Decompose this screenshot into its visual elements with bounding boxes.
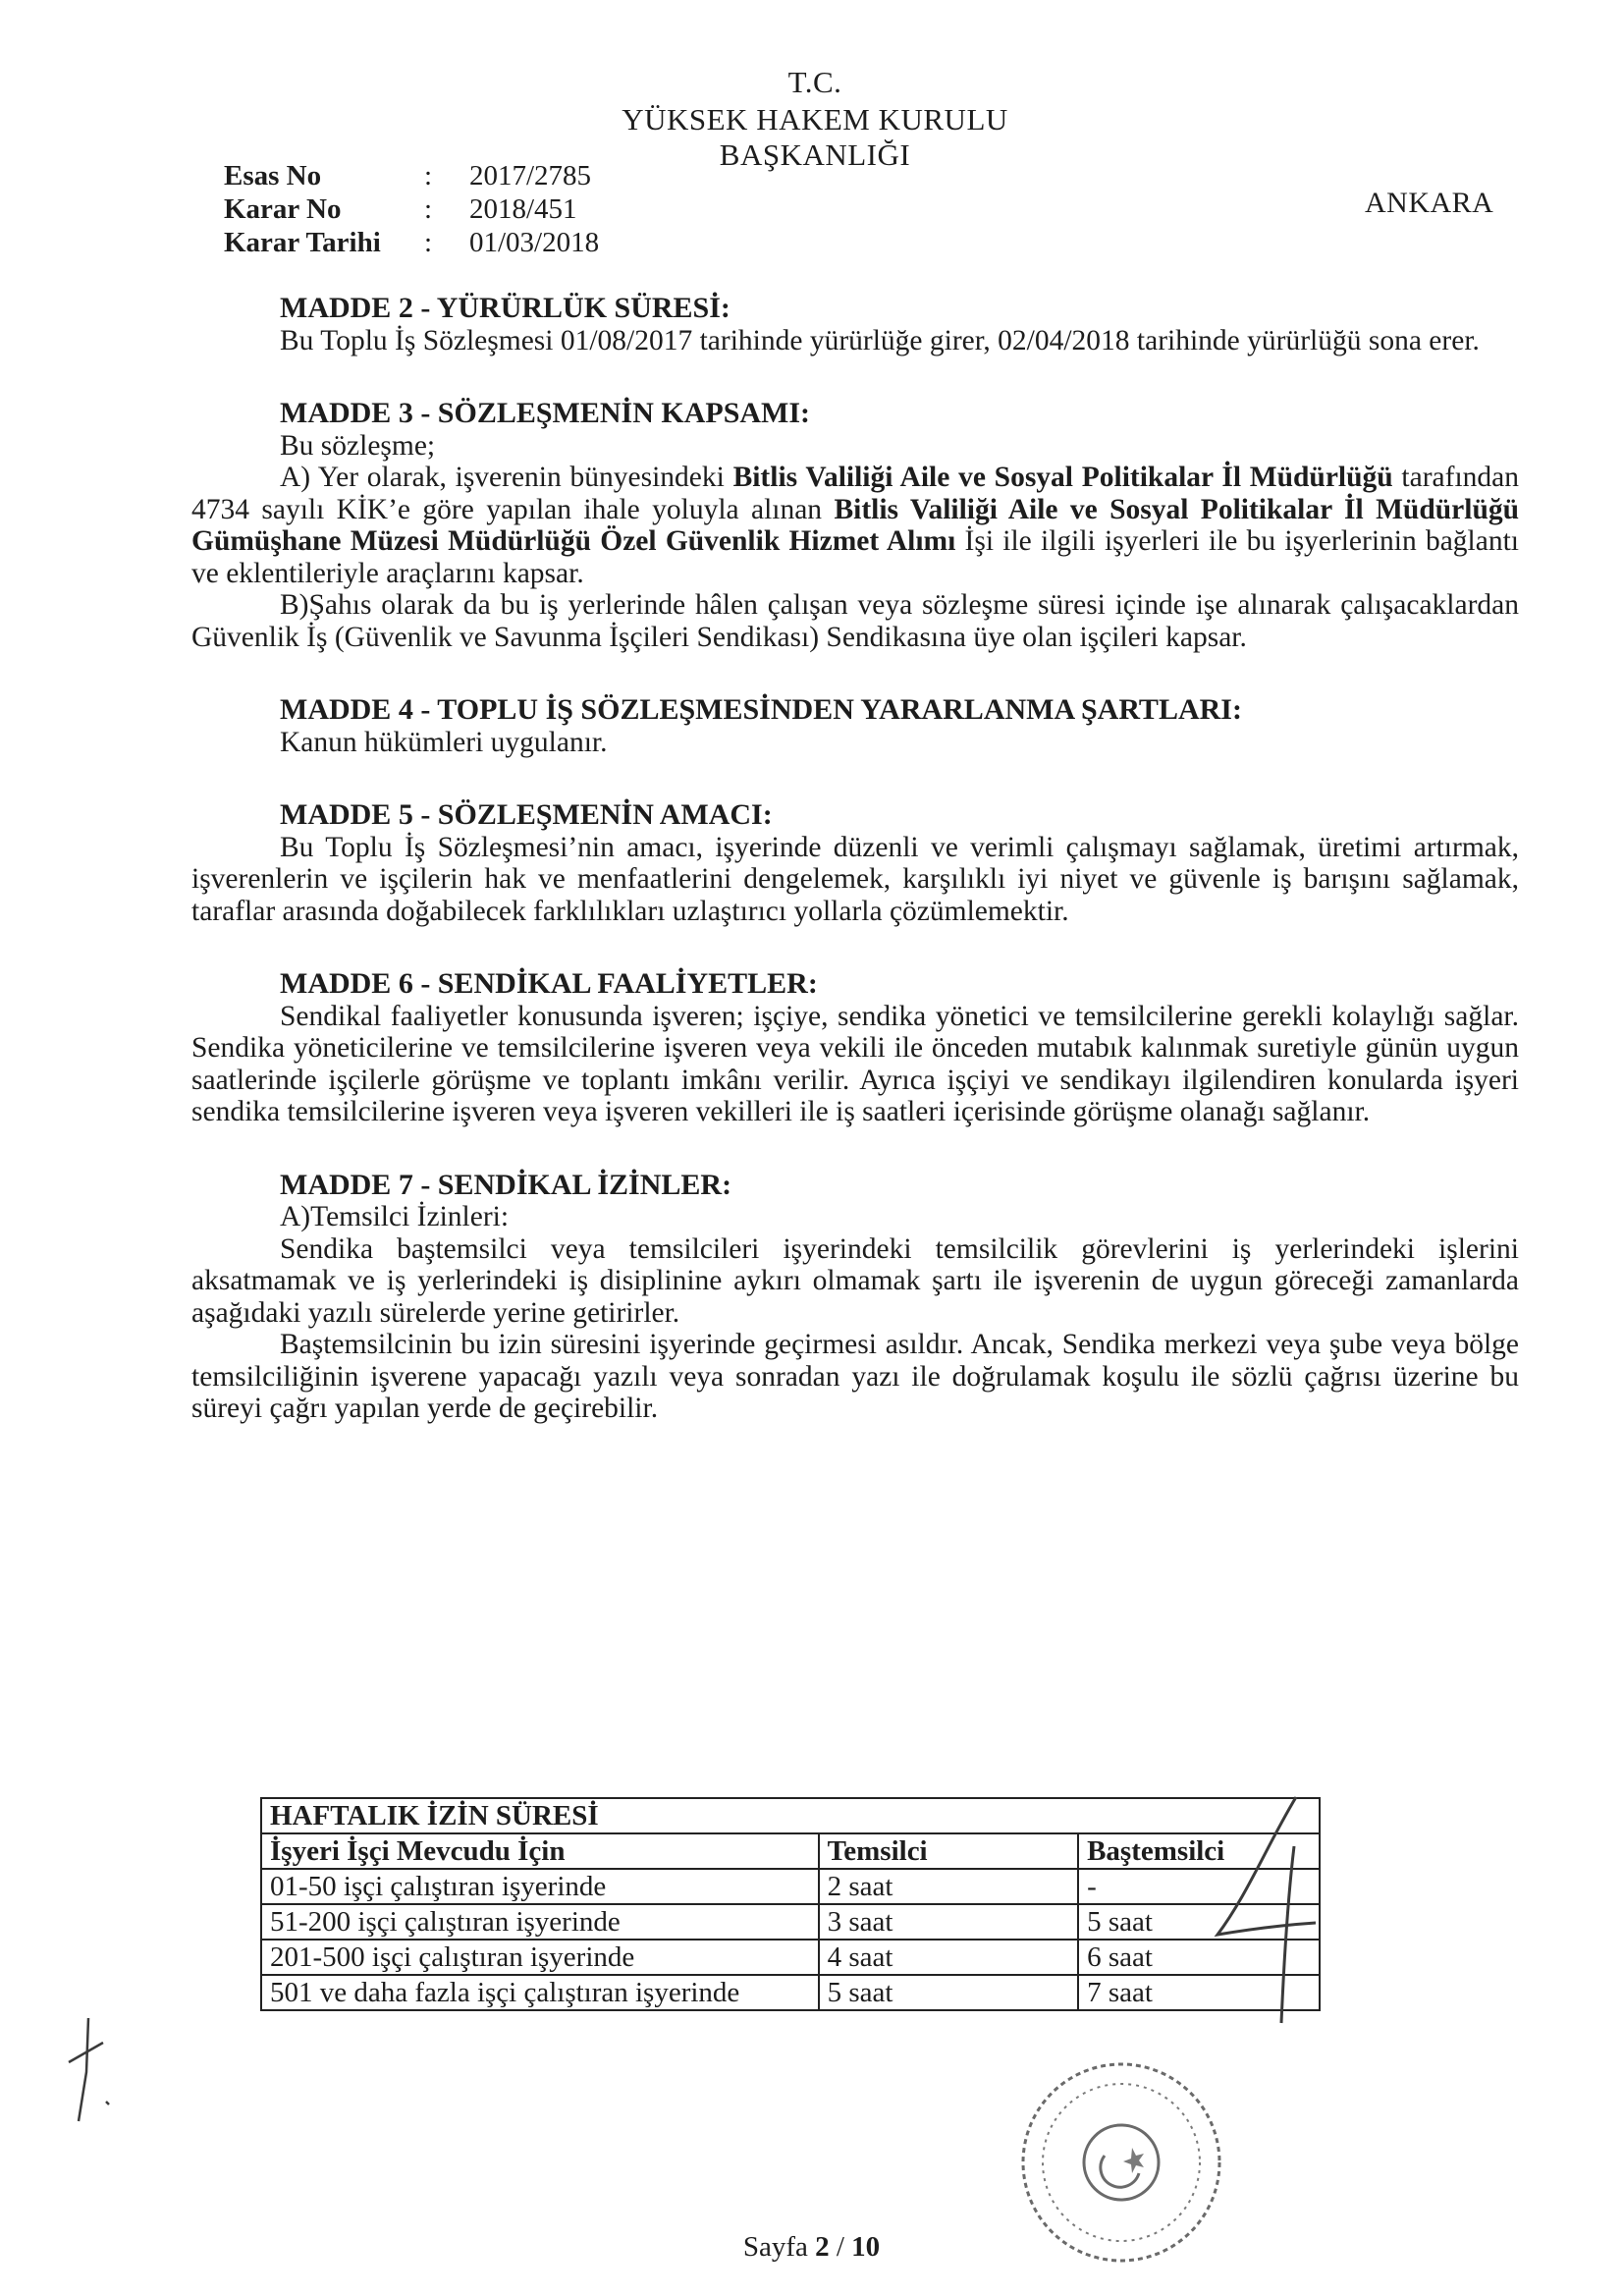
signature-mark <box>1178 1787 1335 2033</box>
document-body <box>191 293 1519 1466</box>
clause-text: İşi ile ilgili işyerleri ile bu işyerlerinin bağlantı ve eklentileriyle araçlarını kapsar. <box>191 525 1519 589</box>
article-text: Bu Toplu İş Sözleşmesi 01/08/2017 tarihinde yürürlüğe girer, 02/04/2018 tarihinde yürürlüğü sona erer. <box>280 324 1480 356</box>
column-header: İşyeri İşçi Mevcudu İçin <box>261 1833 819 1869</box>
table-cell: - <box>1078 1869 1320 1904</box>
header-presidency: BAŞKANLIĞI <box>719 137 911 172</box>
table-title: HAFTALIK İZİN SÜRESİ <box>261 1798 1320 1833</box>
clause-bold-text: Bitlis Valiliği Aile ve Sosyal Politikalar İl Müdürlüğü <box>732 462 1393 493</box>
table-header-row <box>261 1833 1320 1869</box>
clause-text: A) Yer olarak, işverenin bünyesindeki <box>280 462 733 493</box>
meta-value: 2017/2785 <box>469 160 592 191</box>
article-subheading: A)Temsilci İzinleri: <box>280 1201 510 1232</box>
table-cell: 501 ve daha fazla işçi çalıştıran işyerinde <box>261 1975 819 2010</box>
table-cell: 6 saat <box>1078 1940 1320 1975</box>
article-text: Sendikal faaliyetler konusunda işveren; işçiye, sendika yönetici ve temsilcilerine gerekli kolaylığı sağlar. Sendika yöneticilerine ve temsilcilerine işveren veya vekili ile önceden mutabık kalınmak suretiyle günün uygun saatlerinde işçilerle görüşme ve toplantı imkânı verilir. Ayrıca işçiyi ve sendikayı ilgilendiren konularda işyeri sendika temsilcilerine işveren veya işveren vekilleri ile iş saatleri içerisinde görüşme olanağı sağlanır. <box>191 1000 1519 1127</box>
article-clause-b: B)Şahıs olarak da bu iş yerlerinde hâlen çalışan veya sözleşme süresi içinde işe alınarak çalışacaklardan Güvenlik İş (Güvenlik ve Savunma İşçileri Sendikası) Sendikasına üye olan işçileri kapsar. <box>191 589 1519 653</box>
table-row <box>261 1975 1320 2010</box>
table-row <box>261 1904 1320 1940</box>
table-cell: 7 saat <box>1078 1975 1320 2010</box>
table-cell: 01-50 işçi çalıştıran işyerinde <box>261 1869 819 1904</box>
column-header: Temsilci <box>819 1833 1079 1869</box>
article-4 <box>191 694 1519 758</box>
header-city: ANKARA <box>1365 187 1494 219</box>
article-text: Kanun hükümleri uygulanır. <box>280 726 608 758</box>
meta-row-esas <box>224 159 599 192</box>
column-header: Baştemsilci <box>1078 1833 1320 1869</box>
meta-row-karar <box>224 192 599 226</box>
article-text: Baştemsilcinin bu izin süresini işyerinde geçirmesi asıldır. Ancak, Sendika merkezi veya şube veya bölge temsilciliğinin işverene yapacağı yazılı veya sonradan yazı ile doğrulamak koşulu ile sözlü çağrısı üzerine bu süreyi çağrı yapılan yerde de geçirebilir. <box>191 1329 1519 1424</box>
meta-value: 01/03/2018 <box>469 227 600 258</box>
article-6 <box>191 968 1519 1128</box>
table-row <box>261 1869 1320 1904</box>
table-cell: 201-500 işçi çalıştıran işyerinde <box>261 1940 819 1975</box>
article-2 <box>191 293 1519 356</box>
article-text: Bu Toplu İş Sözleşmesi’nin amacı, işyerinde düzenli ve verimli çalışmayı sağlamak, üretimi artırmak, işverenlerin ve işçilerin hak ve menfaatlerini dengelemek, karşılıklı iyi niyet ve güvenle iş barışını sağlamak, taraflar arasında doğabilecek farklılıkları uzlaştırıcı yollarla çözümlemektir. <box>191 831 1519 927</box>
header-institution: YÜKSEK HAKEM KURULU <box>622 102 1008 137</box>
article-intro: Bu sözleşme; <box>280 429 436 462</box>
article-7 <box>191 1170 1519 1425</box>
meta-label: Esas No <box>224 160 322 191</box>
table-row <box>261 1940 1320 1975</box>
page-current: 2 <box>815 2231 830 2263</box>
clause-bold-text: Bitlis Valiliği Aile ve Sosyal Politikalar İl Müdürlüğü Gümüşhane Müzesi Müdürlüğü Özel Güvenlik Hizmet Alımı <box>191 493 1520 557</box>
meta-colon: : <box>424 227 433 258</box>
page-number <box>0 2231 1623 2264</box>
page-separator: / <box>829 2231 852 2263</box>
case-meta <box>224 159 599 259</box>
meta-row-tarih <box>224 226 599 259</box>
clause-text: tarafından 4734 sayılı KİK’e göre yapılan ihale yoluyla alınan <box>191 462 1520 525</box>
article-heading: MADDE 7 - SENDİKAL İZİNLER: <box>280 1168 732 1201</box>
meta-colon: : <box>424 193 433 225</box>
table-cell: 51-200 işçi çalıştıran işyerinde <box>261 1904 819 1940</box>
meta-colon: : <box>424 160 433 191</box>
table-cell: 5 saat <box>1078 1904 1320 1940</box>
article-heading: MADDE 3 - SÖZLEŞMENİN KAPSAMI: <box>280 397 811 429</box>
article-text: Sendika baştemsilci veya temsilcileri işyerindeki temsilcilik görevlerini iş yerlerindeki işlerini aksatmamak ve iş yerlerindeki iş disiplinine aykırı olmamak şartı ile işverenin de uygun göreceği zamanlarda aşağıdaki yazılı sürelerde yerine getirirler. <box>191 1232 1519 1329</box>
article-heading: MADDE 5 - SÖZLEŞMENİN AMACI: <box>280 798 773 831</box>
header-tc: T.C. <box>787 65 842 99</box>
meta-value: 2018/451 <box>469 193 577 225</box>
article-clause-a <box>191 462 1519 589</box>
article-heading: MADDE 6 - SENDİKAL FAALİYETLER: <box>280 967 818 1000</box>
page-total: 10 <box>851 2231 881 2263</box>
table-title-row <box>261 1798 1320 1833</box>
initial-mark <box>59 2013 118 2131</box>
meta-label: Karar Tarihi <box>224 227 381 258</box>
weekly-leave-table <box>260 1797 1321 2011</box>
article-3 <box>191 398 1519 653</box>
meta-label: Karar No <box>224 193 342 225</box>
article-heading: MADDE 4 - TOPLU İŞ SÖZLEŞMESİNDEN YARARLANMA ŞARTLARI: <box>280 693 1242 726</box>
article-5 <box>191 799 1519 927</box>
table-cell: 5 saat <box>819 1975 1079 2010</box>
page-label: Sayfa <box>742 2231 816 2263</box>
table-cell: 4 saat <box>819 1940 1079 1975</box>
article-heading: MADDE 2 - YÜRÜRLÜK SÜRESİ: <box>280 292 730 324</box>
table-cell: 2 saat <box>819 1869 1079 1904</box>
table-cell: 3 saat <box>819 1904 1079 1940</box>
